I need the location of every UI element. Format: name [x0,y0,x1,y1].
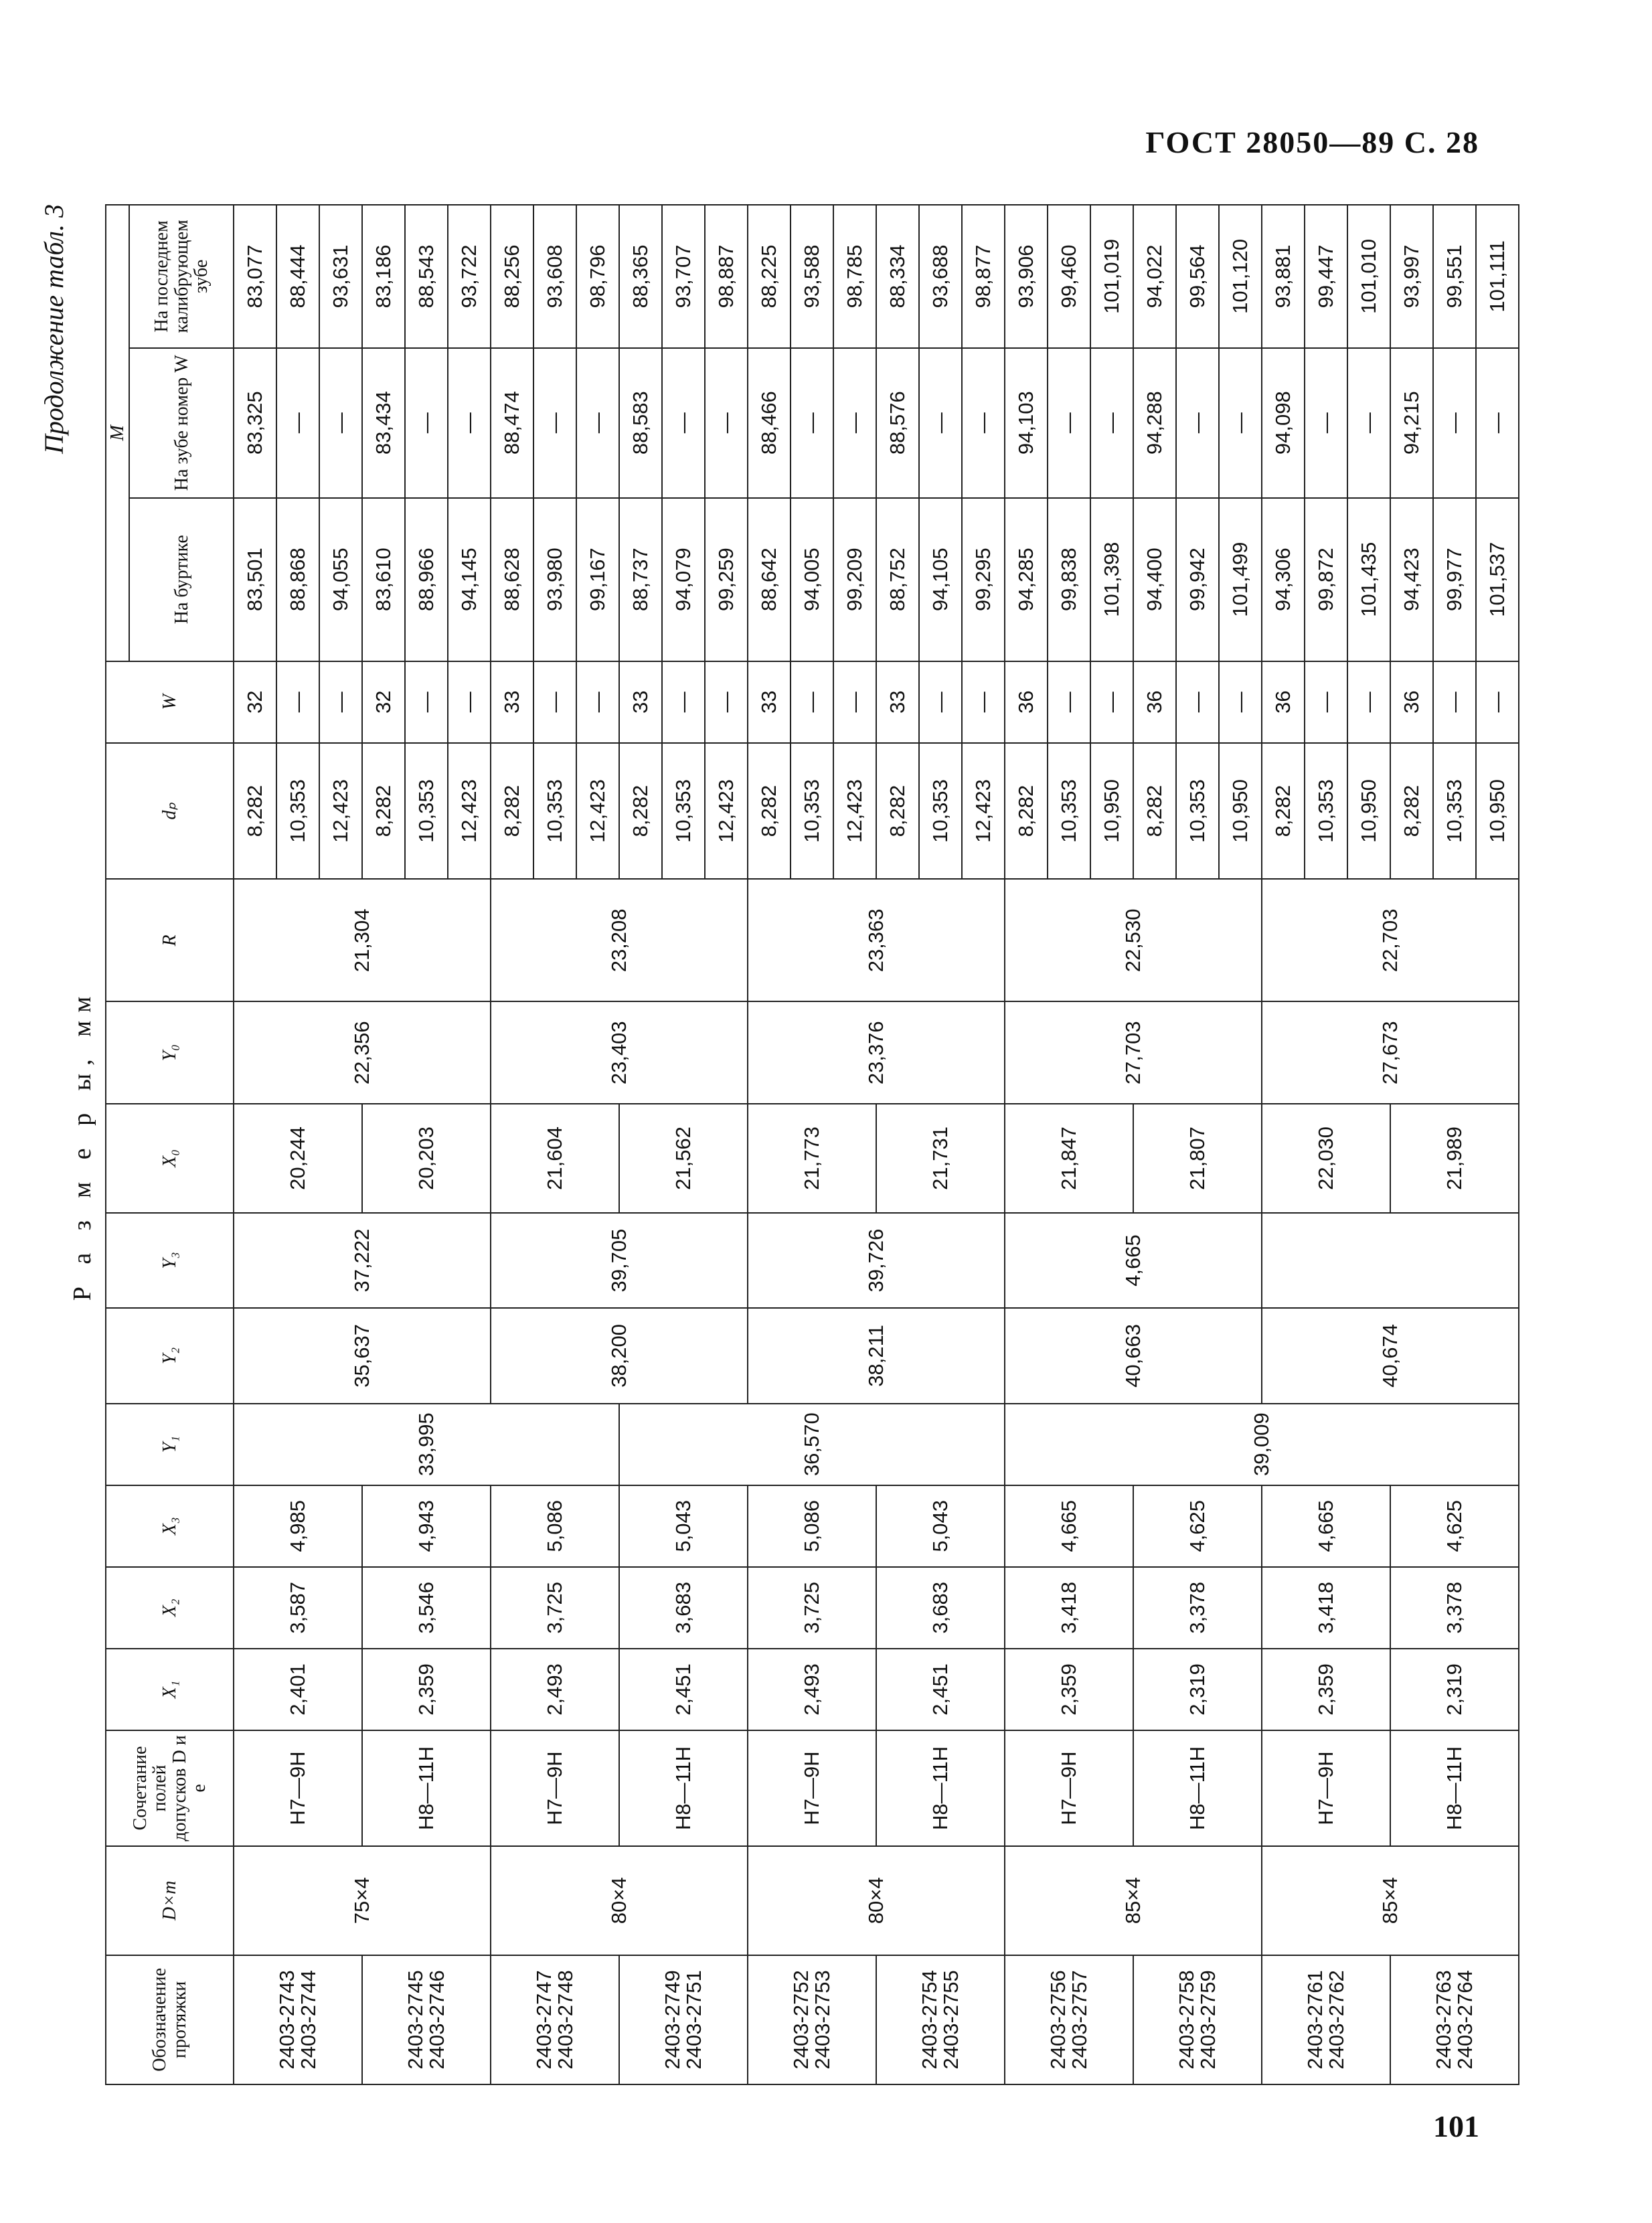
m-bort-cell: 101,435 [1347,498,1390,661]
continuation-caption: Продолжение табл. 3 [39,204,69,455]
m-bort-cell: 94,306 [1262,498,1305,661]
m-bort-cell: 94,079 [662,498,705,661]
dp-cell: 8,282 [619,743,662,879]
w-cell: — [1347,661,1390,743]
dp-cell: 10,353 [1048,743,1090,879]
m-last-cell: 93,906 [1005,205,1048,348]
m-tooth-cell: — [276,348,319,498]
x0-cell: 22,030 [1262,1104,1390,1213]
dp-cell: 8,282 [234,743,276,879]
col-dp: dₚ [106,743,234,879]
m-bort-cell: 94,105 [919,498,962,661]
dxm-cell: 85×4 [1005,1846,1262,1955]
table-row [748,205,791,2084]
m-last-cell: 93,997 [1390,205,1433,348]
m-tooth-cell: — [1048,348,1090,498]
col-designation: Обозначение протяжки [106,1955,234,2084]
table-body [234,205,1519,2084]
m-last-cell: 83,186 [362,205,405,348]
table-row [1390,205,1433,2084]
dp-cell: 8,282 [1390,743,1433,879]
m-bort-cell: 88,966 [405,498,448,661]
tolerance-cell: H8—11H [619,1730,748,1846]
dxm-cell: 80×4 [748,1846,1005,1955]
m-last-cell: 93,707 [662,205,705,348]
designation-cell: 2403-2745 2403-2746 [362,1955,491,2084]
designation-cell: 2403-2743 2403-2744 [234,1955,362,2084]
designation-cell: 2403-2763 2403-2764 [1390,1955,1519,2084]
m-bort-cell: 94,400 [1133,498,1176,661]
dp-cell: 10,950 [1347,743,1390,879]
m-tooth-cell: — [1090,348,1133,498]
dp-cell: 10,353 [1433,743,1476,879]
tolerance-cell: H7—9H [234,1730,362,1846]
dp-cell: 12,423 [705,743,748,879]
r-cell: 22,530 [1005,879,1262,1001]
dp-cell: 12,423 [319,743,362,879]
m-last-cell: 101,120 [1219,205,1262,348]
col-dxm: D×m [106,1846,234,1955]
x3-cell: 5,043 [619,1485,748,1567]
rotated-table-block [38,204,1509,2085]
x2-cell: 3,587 [234,1567,362,1649]
x1-cell: 2,451 [876,1649,1005,1730]
w-cell: — [405,661,448,743]
x2-cell: 3,683 [619,1567,748,1649]
x1-cell: 2,451 [619,1649,748,1730]
dxm-cell: 80×4 [491,1846,748,1955]
m-last-cell: 99,564 [1176,205,1219,348]
x1-cell: 2,319 [1390,1649,1519,1730]
x1-cell: 2,401 [234,1649,362,1730]
x1-cell: 2,359 [1005,1649,1133,1730]
dp-cell: 12,423 [576,743,619,879]
dp-cell: 12,423 [962,743,1005,879]
r-cell: 23,363 [748,879,1005,1001]
x3-cell: 4,665 [1262,1485,1390,1567]
table-row [491,205,533,2084]
w-cell: — [319,661,362,743]
x3-cell: 4,625 [1390,1485,1519,1567]
m-bort-cell: 99,872 [1305,498,1347,661]
dp-cell: 10,950 [1219,743,1262,879]
y3-cell: 39,705 [491,1213,748,1308]
dp-cell: 12,423 [448,743,491,879]
w-cell: — [662,661,705,743]
m-last-cell: 101,010 [1347,205,1390,348]
w-cell: — [833,661,876,743]
y0-cell: 23,376 [748,1001,1005,1104]
w-cell: — [276,661,319,743]
table-row [234,205,276,2084]
x0-cell: 21,562 [619,1104,748,1213]
dp-cell: 10,353 [791,743,833,879]
y1-cell: 36,570 [619,1404,1005,1485]
m-last-cell: 98,796 [576,205,619,348]
col-x2: X₂ [106,1567,234,1649]
w-cell: 36 [1390,661,1433,743]
y2-cell: 40,674 [1262,1308,1519,1403]
w-cell: — [791,661,833,743]
designation-cell: 2403-2747 2403-2748 [491,1955,619,2084]
m-last-cell: 98,785 [833,205,876,348]
x2-cell: 3,546 [362,1567,491,1649]
dp-cell: 10,353 [533,743,576,879]
x2-cell: 3,378 [1133,1567,1262,1649]
tolerance-cell: H8—11H [362,1730,491,1846]
m-bort-cell: 99,259 [705,498,748,661]
x1-cell: 2,359 [1262,1649,1390,1730]
tolerance-cell: H8—11H [1133,1730,1262,1846]
m-tooth-cell: — [448,348,491,498]
x1-cell: 2,493 [491,1649,619,1730]
col-m-tooth: На зубе номер W [129,348,234,498]
page-number: 101 [1433,2109,1479,2143]
x2-cell: 3,725 [748,1567,876,1649]
page-header: ГОСТ 28050—89 С. 28 [1145,125,1479,159]
m-last-cell: 94,022 [1133,205,1176,348]
w-cell: — [1090,661,1133,743]
y2-cell: 38,211 [748,1308,1005,1403]
m-tooth-cell: — [1476,348,1519,498]
table-row [362,205,405,2084]
x2-cell: 3,725 [491,1567,619,1649]
m-tooth-cell: 88,466 [748,348,791,498]
m-bort-cell: 99,838 [1048,498,1090,661]
m-last-cell: 93,881 [1262,205,1305,348]
y0-cell: 23,403 [491,1001,748,1104]
w-cell: — [533,661,576,743]
m-bort-cell: 83,501 [234,498,276,661]
m-tooth-cell: — [319,348,362,498]
m-tooth-cell: 83,434 [362,348,405,498]
w-cell: 36 [1133,661,1176,743]
table-row [619,205,662,2084]
m-bort-cell: 101,537 [1476,498,1519,661]
m-last-cell: 88,444 [276,205,319,348]
m-tooth-cell: 94,215 [1390,348,1433,498]
dp-cell: 10,353 [1305,743,1347,879]
r-cell: 22,703 [1262,879,1519,1001]
y3-cell: 39,726 [748,1213,1005,1308]
m-last-cell: 99,460 [1048,205,1090,348]
m-last-cell: 99,447 [1305,205,1347,348]
w-cell: — [705,661,748,743]
col-x3: X₃ [106,1485,234,1567]
w-cell: — [1476,661,1519,743]
m-tooth-cell: 88,474 [491,348,533,498]
x3-cell: 4,943 [362,1485,491,1567]
w-cell: — [1048,661,1090,743]
m-bort-cell: 94,145 [448,498,491,661]
x0-cell: 20,203 [362,1104,491,1213]
m-tooth-cell: — [533,348,576,498]
dp-cell: 10,353 [662,743,705,879]
tolerance-cell: H7—9H [1262,1730,1390,1846]
m-last-cell: 93,688 [919,205,962,348]
designation-cell: 2403-2761 2403-2762 [1262,1955,1390,2084]
x3-cell: 4,625 [1133,1485,1262,1567]
m-last-cell: 88,365 [619,205,662,348]
x0-cell: 21,847 [1005,1104,1133,1213]
x0-cell: 20,244 [234,1104,362,1213]
m-tooth-cell: 88,583 [619,348,662,498]
dp-cell: 12,423 [833,743,876,879]
x3-cell: 5,086 [748,1485,876,1567]
m-tooth-cell: 83,325 [234,348,276,498]
m-last-cell: 93,722 [448,205,491,348]
y1-cell: 39,009 [1005,1404,1519,1485]
m-tooth-cell: — [662,348,705,498]
dp-cell: 10,353 [276,743,319,879]
tolerance-cell: H8—11H [876,1730,1005,1846]
designation-cell: 2403-2756 2403-2757 [1005,1955,1133,2084]
w-cell: 33 [748,661,791,743]
w-cell: — [1176,661,1219,743]
col-x0: X₀ [106,1104,234,1213]
m-last-cell: 98,887 [705,205,748,348]
dp-cell: 8,282 [1133,743,1176,879]
m-tooth-cell: — [833,348,876,498]
m-tooth-cell: — [1219,348,1262,498]
dp-cell: 8,282 [1262,743,1305,879]
y2-cell: 38,200 [491,1308,748,1403]
designation-cell: 2403-2749 2403-2751 [619,1955,748,2084]
m-tooth-cell: — [1305,348,1347,498]
y1-cell: 33,995 [234,1404,619,1485]
dp-cell: 10,950 [1476,743,1519,879]
table-row [1262,205,1305,2084]
m-tooth-cell: — [576,348,619,498]
col-w: W [106,661,234,743]
x0-cell: 21,604 [491,1104,619,1213]
m-last-cell: 88,334 [876,205,919,348]
w-cell: — [448,661,491,743]
m-tooth-cell: — [1433,348,1476,498]
m-bort-cell: 93,980 [533,498,576,661]
m-tooth-cell: — [705,348,748,498]
table-row [1133,205,1176,2084]
m-tooth-cell: — [1176,348,1219,498]
broach-dimensions-table [105,204,1519,2085]
x2-cell: 3,418 [1262,1567,1390,1649]
m-bort-cell: 94,285 [1005,498,1048,661]
x0-cell: 21,807 [1133,1104,1262,1213]
m-bort-cell: 101,398 [1090,498,1133,661]
m-bort-cell: 99,977 [1433,498,1476,661]
dxm-cell: 75×4 [234,1846,491,1955]
m-bort-cell: 99,942 [1176,498,1219,661]
w-cell: — [1219,661,1262,743]
x3-cell: 5,086 [491,1485,619,1567]
m-bort-cell: 99,209 [833,498,876,661]
x0-cell: 21,773 [748,1104,876,1213]
w-cell: 33 [491,661,533,743]
m-bort-cell: 88,752 [876,498,919,661]
dp-cell: 10,353 [919,743,962,879]
m-last-cell: 99,551 [1433,205,1476,348]
y2-cell: 35,637 [234,1308,491,1403]
tolerance-cell: H7—9H [1005,1730,1133,1846]
dxm-cell: 85×4 [1262,1846,1519,1955]
col-m-group: M [106,205,129,661]
tolerance-cell: H7—9H [491,1730,619,1846]
w-cell: — [1305,661,1347,743]
w-cell: — [919,661,962,743]
m-last-cell: 101,019 [1090,205,1133,348]
x0-cell: 21,731 [876,1104,1005,1213]
designation-cell: 2403-2754 2403-2755 [876,1955,1005,2084]
col-r: R [106,879,234,1001]
m-last-cell: 88,543 [405,205,448,348]
dp-cell: 8,282 [491,743,533,879]
y3-cell: 37,222 [234,1213,491,1308]
m-tooth-cell: — [791,348,833,498]
w-cell: 36 [1262,661,1305,743]
m-bort-cell: 94,005 [791,498,833,661]
w-cell: — [962,661,1005,743]
m-tooth-cell: — [1347,348,1390,498]
m-last-cell: 93,608 [533,205,576,348]
m-last-cell: 98,877 [962,205,1005,348]
x3-cell: 5,043 [876,1485,1005,1567]
y0-cell: 27,673 [1262,1001,1519,1104]
w-cell: 32 [362,661,405,743]
r-cell: 23,208 [491,879,748,1001]
col-y3: Y₃ [106,1213,234,1308]
sizes-caption: Р а з м е р ы, мм [68,988,96,1301]
m-bort-cell: 99,295 [962,498,1005,661]
tolerance-cell: H7—9H [748,1730,876,1846]
col-y1: Y₁ [106,1404,234,1485]
y3-cell [1262,1213,1519,1308]
m-bort-cell: 94,055 [319,498,362,661]
y3-cell: 4,665 [1005,1213,1262,1308]
w-cell: 32 [234,661,276,743]
x2-cell: 3,378 [1390,1567,1519,1649]
m-bort-cell: 88,737 [619,498,662,661]
m-tooth-cell: 88,576 [876,348,919,498]
m-tooth-cell: 94,098 [1262,348,1305,498]
m-last-cell: 93,631 [319,205,362,348]
x2-cell: 3,418 [1005,1567,1133,1649]
dp-cell: 8,282 [362,743,405,879]
m-bort-cell: 101,499 [1219,498,1262,661]
r-cell: 21,304 [234,879,491,1001]
dp-cell: 10,353 [1176,743,1219,879]
m-tooth-cell: — [962,348,1005,498]
w-cell: 36 [1005,661,1048,743]
table-row [1005,205,1048,2084]
w-cell: — [1433,661,1476,743]
x1-cell: 2,493 [748,1649,876,1730]
w-cell: — [576,661,619,743]
dp-cell: 8,282 [876,743,919,879]
m-bort-cell: 94,423 [1390,498,1433,661]
y0-cell: 22,356 [234,1001,491,1104]
x3-cell: 4,665 [1005,1485,1133,1567]
x2-cell: 3,683 [876,1567,1005,1649]
m-last-cell: 101,111 [1476,205,1519,348]
col-m-bort: На буртике [129,498,234,661]
m-tooth-cell: 94,288 [1133,348,1176,498]
col-y2: Y₂ [106,1308,234,1403]
col-y0: Y₀ [106,1001,234,1104]
m-bort-cell: 88,642 [748,498,791,661]
m-last-cell: 83,077 [234,205,276,348]
m-bort-cell: 83,610 [362,498,405,661]
m-tooth-cell: — [405,348,448,498]
table-row [876,205,919,2084]
m-bort-cell: 88,628 [491,498,533,661]
y0-cell: 27,703 [1005,1001,1262,1104]
x1-cell: 2,359 [362,1649,491,1730]
col-x1: X₁ [106,1649,234,1730]
dp-cell: 10,950 [1090,743,1133,879]
x3-cell: 4,985 [234,1485,362,1567]
dp-cell: 10,353 [405,743,448,879]
m-last-cell: 88,225 [748,205,791,348]
m-last-cell: 88,256 [491,205,533,348]
dp-cell: 8,282 [748,743,791,879]
m-last-cell: 93,588 [791,205,833,348]
x0-cell: 21,989 [1390,1104,1519,1213]
col-tolerance: Сочетание полей допусков D и e [106,1730,234,1846]
m-bort-cell: 99,167 [576,498,619,661]
y2-cell: 40,663 [1005,1308,1262,1403]
col-m-last: На последнем калибрующем зубе [129,205,234,348]
w-cell: 33 [876,661,919,743]
m-tooth-cell: 94,103 [1005,348,1048,498]
m-bort-cell: 88,868 [276,498,319,661]
tolerance-cell: H8—11H [1390,1730,1519,1846]
dp-cell: 8,282 [1005,743,1048,879]
m-tooth-cell: — [919,348,962,498]
x1-cell: 2,319 [1133,1649,1262,1730]
designation-cell: 2403-2758 2403-2759 [1133,1955,1262,2084]
w-cell: 33 [619,661,662,743]
designation-cell: 2403-2752 2403-2753 [748,1955,876,2084]
